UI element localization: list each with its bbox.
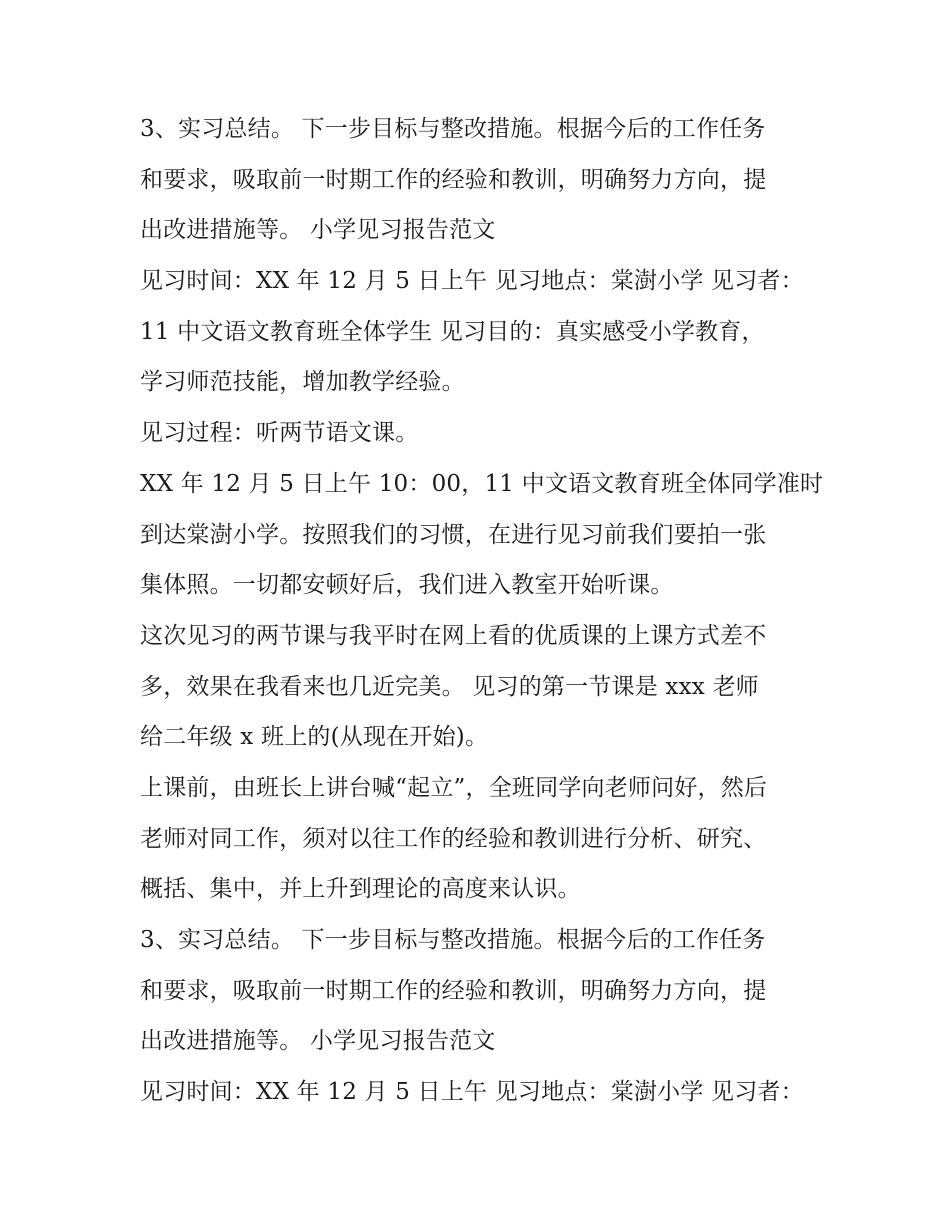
text-line: 集体照。一切都安顿好后，我们进入教室开始听课。 bbox=[140, 572, 674, 599]
text-line: 见习时间：XX 年 12 月 5 日上午 见习地点：棠澍小学 见习者： bbox=[140, 268, 804, 295]
text-line: 到达棠澍小学。按照我们的习惯，在进行见习前我们要拍一张 bbox=[140, 521, 767, 548]
text-line: 老师对同工作，须对以往工作的经验和教训进行分析、研究、 bbox=[140, 825, 767, 852]
document-body bbox=[140, 104, 840, 1118]
text-line: XX 年 12 月 5 日上午 10：00，11 中文语文教育班全体同学准时 bbox=[140, 470, 824, 497]
text-line: 给二年级 x 班上的(从现在开始)。 bbox=[140, 724, 489, 751]
text-line: 出改进措施等。 小学见习报告范文 bbox=[140, 217, 496, 244]
text-line: 见习时间：XX 年 12 月 5 日上午 见习地点：棠澍小学 见习者： bbox=[140, 1079, 804, 1106]
text-line: 概括、集中，并上升到理论的高度来认识。 bbox=[140, 876, 581, 903]
text-line: 和要求，吸取前一时期工作的经验和教训，明确努力方向，提 bbox=[140, 166, 767, 193]
text-line: 多，效果在我看来也几近完美。 见习的第一节课是 xxx 老师 bbox=[140, 673, 759, 700]
text-line: 这次见习的两节课与我平时在网上看的优质课的上课方式差不 bbox=[140, 622, 767, 649]
text-line: 3、实习总结。 下一步目标与整改措施。根据今后的工作任务 bbox=[140, 116, 766, 142]
text-line: 和要求，吸取前一时期工作的经验和教训，明确努力方向，提 bbox=[140, 977, 767, 1004]
text-line: 见习过程：听两节语文课。 bbox=[140, 420, 419, 447]
text-line: 11 中文语文教育班全体学生 见习目的：真实感受小学教育， bbox=[140, 318, 765, 345]
text-line: 3、实习总结。 下一步目标与整改措施。根据今后的工作任务 bbox=[140, 927, 766, 953]
text-line: 学习师范技能，增加教学经验。 bbox=[140, 369, 465, 396]
text-line: 出改进措施等。 小学见习报告范文 bbox=[140, 1028, 496, 1055]
text-line: 上课前，由班长上讲台喊“起立”，全班同学向老师问好，然后 bbox=[140, 774, 768, 801]
